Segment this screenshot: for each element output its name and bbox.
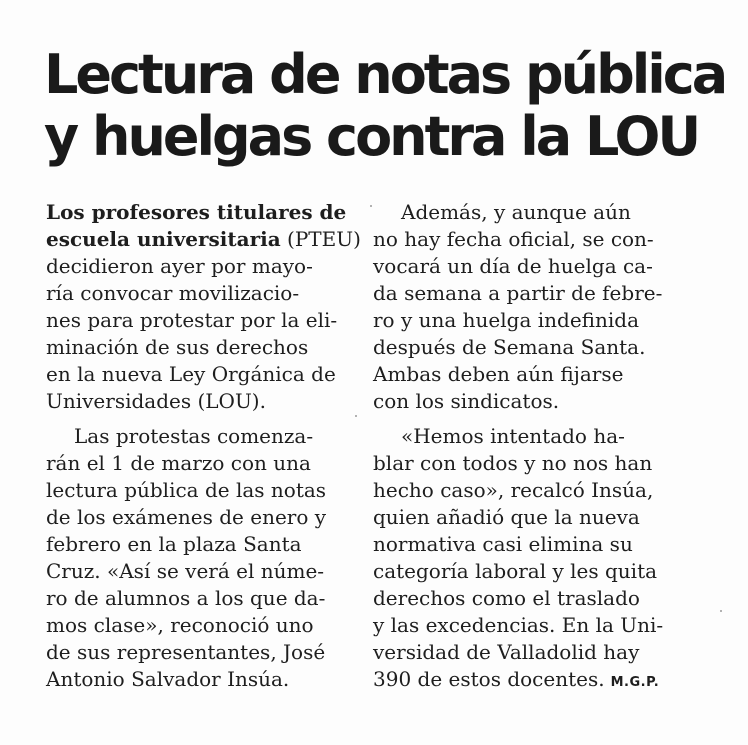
text-line: Ambas deben aún fijarse <box>373 362 624 386</box>
text-line: derechos como el traslado <box>373 586 640 610</box>
left-paragraph-1 <box>46 199 361 415</box>
text-line <box>373 666 673 693</box>
right-paragraph-2 <box>373 423 673 693</box>
text-line: minación de sus derechos <box>46 335 309 359</box>
text-line: Universidades (LOU). <box>46 389 266 413</box>
left-column <box>46 199 361 693</box>
paragraph-gap <box>373 415 673 423</box>
text-line: Además, y aunque aún <box>401 200 631 224</box>
text-line: vocará un día de huelga ca- <box>373 254 653 278</box>
lead-bold-text: escuela universitaria <box>46 227 281 251</box>
text-line: rán el 1 de marzo con una <box>46 451 311 475</box>
text-line: y las excedencias. En la Uni- <box>373 613 664 637</box>
text-line: lectura pública de las notas <box>46 478 327 502</box>
text-line: decidieron ayer por mayo- <box>46 254 313 278</box>
text-line: ría convocar movilizacio- <box>46 281 300 305</box>
text-line: «Hemos intentado ha- <box>401 424 625 448</box>
text-line: de sus representantes, José <box>46 640 326 664</box>
text-line: nes para protestar por la eli- <box>46 308 338 332</box>
text-line: en la nueva Ley Orgánica de <box>46 362 336 386</box>
text-line: ro y una huelga indefinida <box>373 308 639 332</box>
text-line: categoría laboral y les quita <box>373 559 658 583</box>
text-line: ro de alumnos a los que da- <box>46 586 326 610</box>
text-line: de los exámenes de enero y <box>46 505 327 529</box>
text-line: blar con todos y no nos han <box>373 451 653 475</box>
headline <box>44 44 725 168</box>
text-line: Los profesores titulares de <box>46 200 347 224</box>
text-line <box>46 226 361 253</box>
text-line: Las protestas comenza- <box>74 424 314 448</box>
headline-line-2: y huelgas contra la LOU <box>44 105 699 168</box>
text-line: quien añadió que la nueva <box>373 505 640 529</box>
text-line: mos clase», reconoció uno <box>46 613 314 637</box>
paragraph-gap <box>46 415 346 423</box>
author-signature: M.G.P. <box>610 675 660 690</box>
print-speck <box>370 205 372 207</box>
headline-line-1: Lectura de notas pública <box>44 43 726 106</box>
text-line: febrero en la plaza Santa <box>46 532 302 556</box>
right-column <box>373 199 673 693</box>
closing-text: 390 de estos docentes. <box>373 667 605 691</box>
print-speck <box>355 415 357 417</box>
text-line: Cruz. «Así se verá el núme- <box>46 559 325 583</box>
print-speck <box>720 610 722 612</box>
right-paragraph-1 <box>373 199 673 415</box>
text-line: da semana a partir de febre- <box>373 281 663 305</box>
text-line: con los sindicatos. <box>373 389 560 413</box>
lead-text: (PTEU) <box>280 227 361 251</box>
left-paragraph-2 <box>46 423 346 693</box>
text-line: después de Semana Santa. <box>373 335 646 359</box>
text-line: hecho caso», recalcó Insúa, <box>373 478 654 502</box>
text-line: normativa casi elimina su <box>373 532 633 556</box>
text-line: no hay fecha oficial, se con- <box>373 227 654 251</box>
text-line: versidad de Valladolid hay <box>373 640 640 664</box>
text-line: Antonio Salvador Insúa. <box>46 667 290 691</box>
